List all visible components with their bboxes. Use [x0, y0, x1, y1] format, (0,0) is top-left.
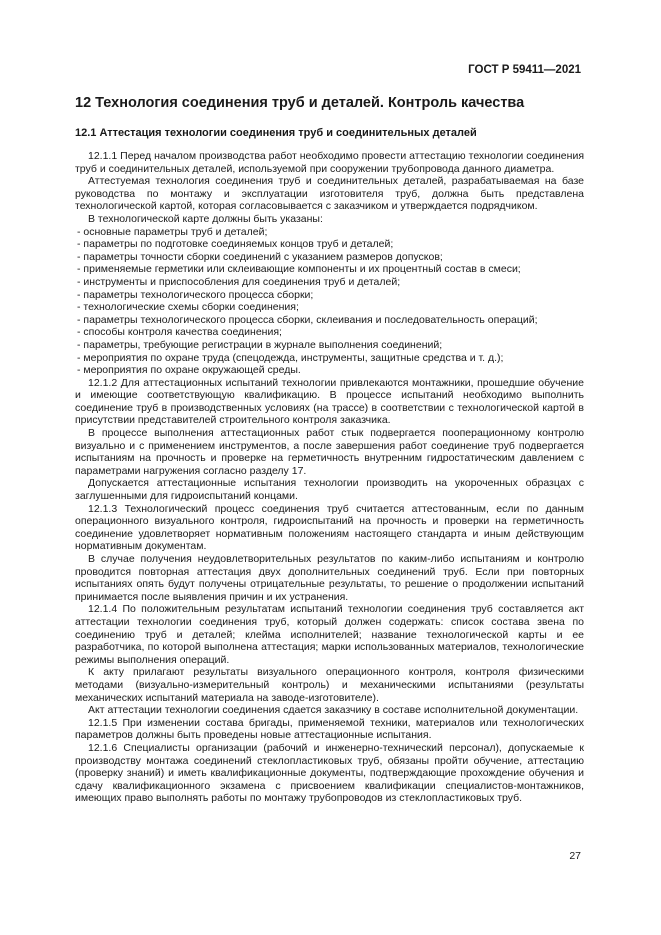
- list-item: - мероприятия по охране труда (спецодежда, инструменты, защитные средства и т. д.);: [77, 351, 504, 364]
- paragraph-repeat-attestation: В случае получения неудовлетворительных результатов по каким-либо испытаниям и контролю проводится повторная аттестация двух дополнительных соединений труб. Если при повторных испытаниях опять будут получены отрицательные результаты, то решение о продолжении испытаний принимается после выявления причин и их устранения.: [75, 553, 584, 603]
- page-number: 27: [569, 850, 581, 862]
- paragraph-act-handover: Акт аттестации технологии соединения сдается заказчику в составе исполнительной документации.: [88, 704, 579, 717]
- tech-card-requirements-list: [75, 226, 584, 377]
- paragraph-list-intro: В технологической карте должны быть указаны:: [88, 212, 323, 225]
- list-item: - параметры технологического процесса сборки;: [77, 288, 314, 301]
- list-item: - инструменты и приспособления для соединения труб и деталей;: [77, 275, 401, 288]
- list-item: - основные параметры труб и деталей;: [77, 225, 268, 238]
- paragraph-12-1-2: 12.1.2 Для аттестационных испытаний технологии привлекаются монтажники, прошедшие обучение и имеющие соответствующую квалификацию. В процессе испытаний необходимо выполнить соединение труб в производственных условиях (на трассе) в соответствии с технологической картой в присутствии представителей строительного контроля заказчика.: [75, 376, 584, 427]
- paragraph-operational-control: В процессе выполнения аттестационных работ стык подвергается пооперационному контролю визуально и с применением инструментов, а после завершения работ соединение труб подвергается испытаниям на прочность и проверке на герметичность внутренним гидростатическим давлением с параметрами нагружения согласно разделу 17.: [75, 427, 584, 477]
- page-content: [75, 94, 584, 805]
- list-item: - технологические схемы сборки соединения;: [77, 301, 299, 314]
- subsection-title: 12.1 Аттестация технологии соединения труб и соединительных деталей: [75, 127, 477, 139]
- list-item: - мероприятия по охране окружающей среды.: [77, 364, 301, 377]
- paragraph-short-samples: Допускается аттестационные испытания технологии производить на укороченных образцах с заглушенными для гидроиспытаний концами.: [75, 477, 584, 503]
- paragraph-act-attachments: К акту прилагают результаты визуального операционного контроля, контроля физическими методами (визуально-измерительный контроль) и механическими испытаниями (результаты механических испытаний материала на заводе-изготовителе).: [75, 666, 584, 704]
- section-title: 12 Технология соединения труб и деталей. Контроль качества: [75, 95, 525, 111]
- paragraph-tech-card: Аттестуемая технология соединения труб и соединительных деталей, разрабатываемая на базе руководства по монтажу и эксплуатации изготовителя труб, должна быть представлена технологической картой, которая согласовывается с заказчиком и утверждается подрядчиком.: [75, 175, 584, 213]
- paragraph-12-1-3: 12.1.3 Технологический процесс соединения труб считается аттестованным, если по данным операционного визуального контроля, гидроиспытаний на прочность и проверки на герметичность соединение удовлетворяет нормативным положениям настоящего стандарта и иным действующим нормативным документам.: [75, 502, 584, 553]
- list-item: - параметры точности сборки соединений с указанием размеров допусков;: [77, 250, 443, 263]
- list-item: - параметры по подготовке соединяемых концов труб и деталей;: [77, 238, 394, 251]
- paragraph-12-1-1: 12.1.1 Перед началом производства работ необходимо провести аттестацию технологии соединения труб и соединительных деталей, используемой при сооружении трубопровода данного диаметра.: [75, 150, 584, 175]
- list-item: - параметры технологического процесса сборки, склеивания и последовательность операций;: [77, 313, 538, 326]
- paragraph-12-1-6: 12.1.6 Специалисты организации (рабочий и инженерно-технический персонал), допускаемые к производству монтажа соединений стеклопластиковых труб, обязаны пройти обучение, аттестацию (проверку знаний) и иметь квалификационные документы, подтверждающие прохождение обучения и сдачу квалификационного экзамена с присвоением квалификации специалистов-монтажников, имеющих право выполнять работы по монтажу трубопроводов из стеклопластиковых труб.: [75, 741, 584, 805]
- list-item: - параметры, требующие регистрации в журнале выполнения соединений;: [77, 338, 443, 351]
- list-item: - применяемые герметики или склеивающие компоненты и их процентный состав в смеси;: [77, 263, 521, 276]
- paragraph-12-1-5: 12.1.5 При изменении состава бригады, применяемой техники, материалов или технологических параметров должны быть проведены новые аттестационные испытания.: [75, 716, 584, 742]
- standard-id: ГОСТ Р 59411—2021: [468, 64, 581, 76]
- paragraph-12-1-4: 12.1.4 По положительным результатам испытаний технологии соединения труб составляется акт аттестации технологии соединения труб, который должен содержать: список состава звена по соединению труб и деталей; клейма исполнителей; название технологической карты и ее разработчика, по которой выполнена аттестация; марки использованных материалов, технологические режимы выполнения операций.: [75, 603, 584, 666]
- list-item: - способы контроля качества соединения;: [77, 326, 282, 339]
